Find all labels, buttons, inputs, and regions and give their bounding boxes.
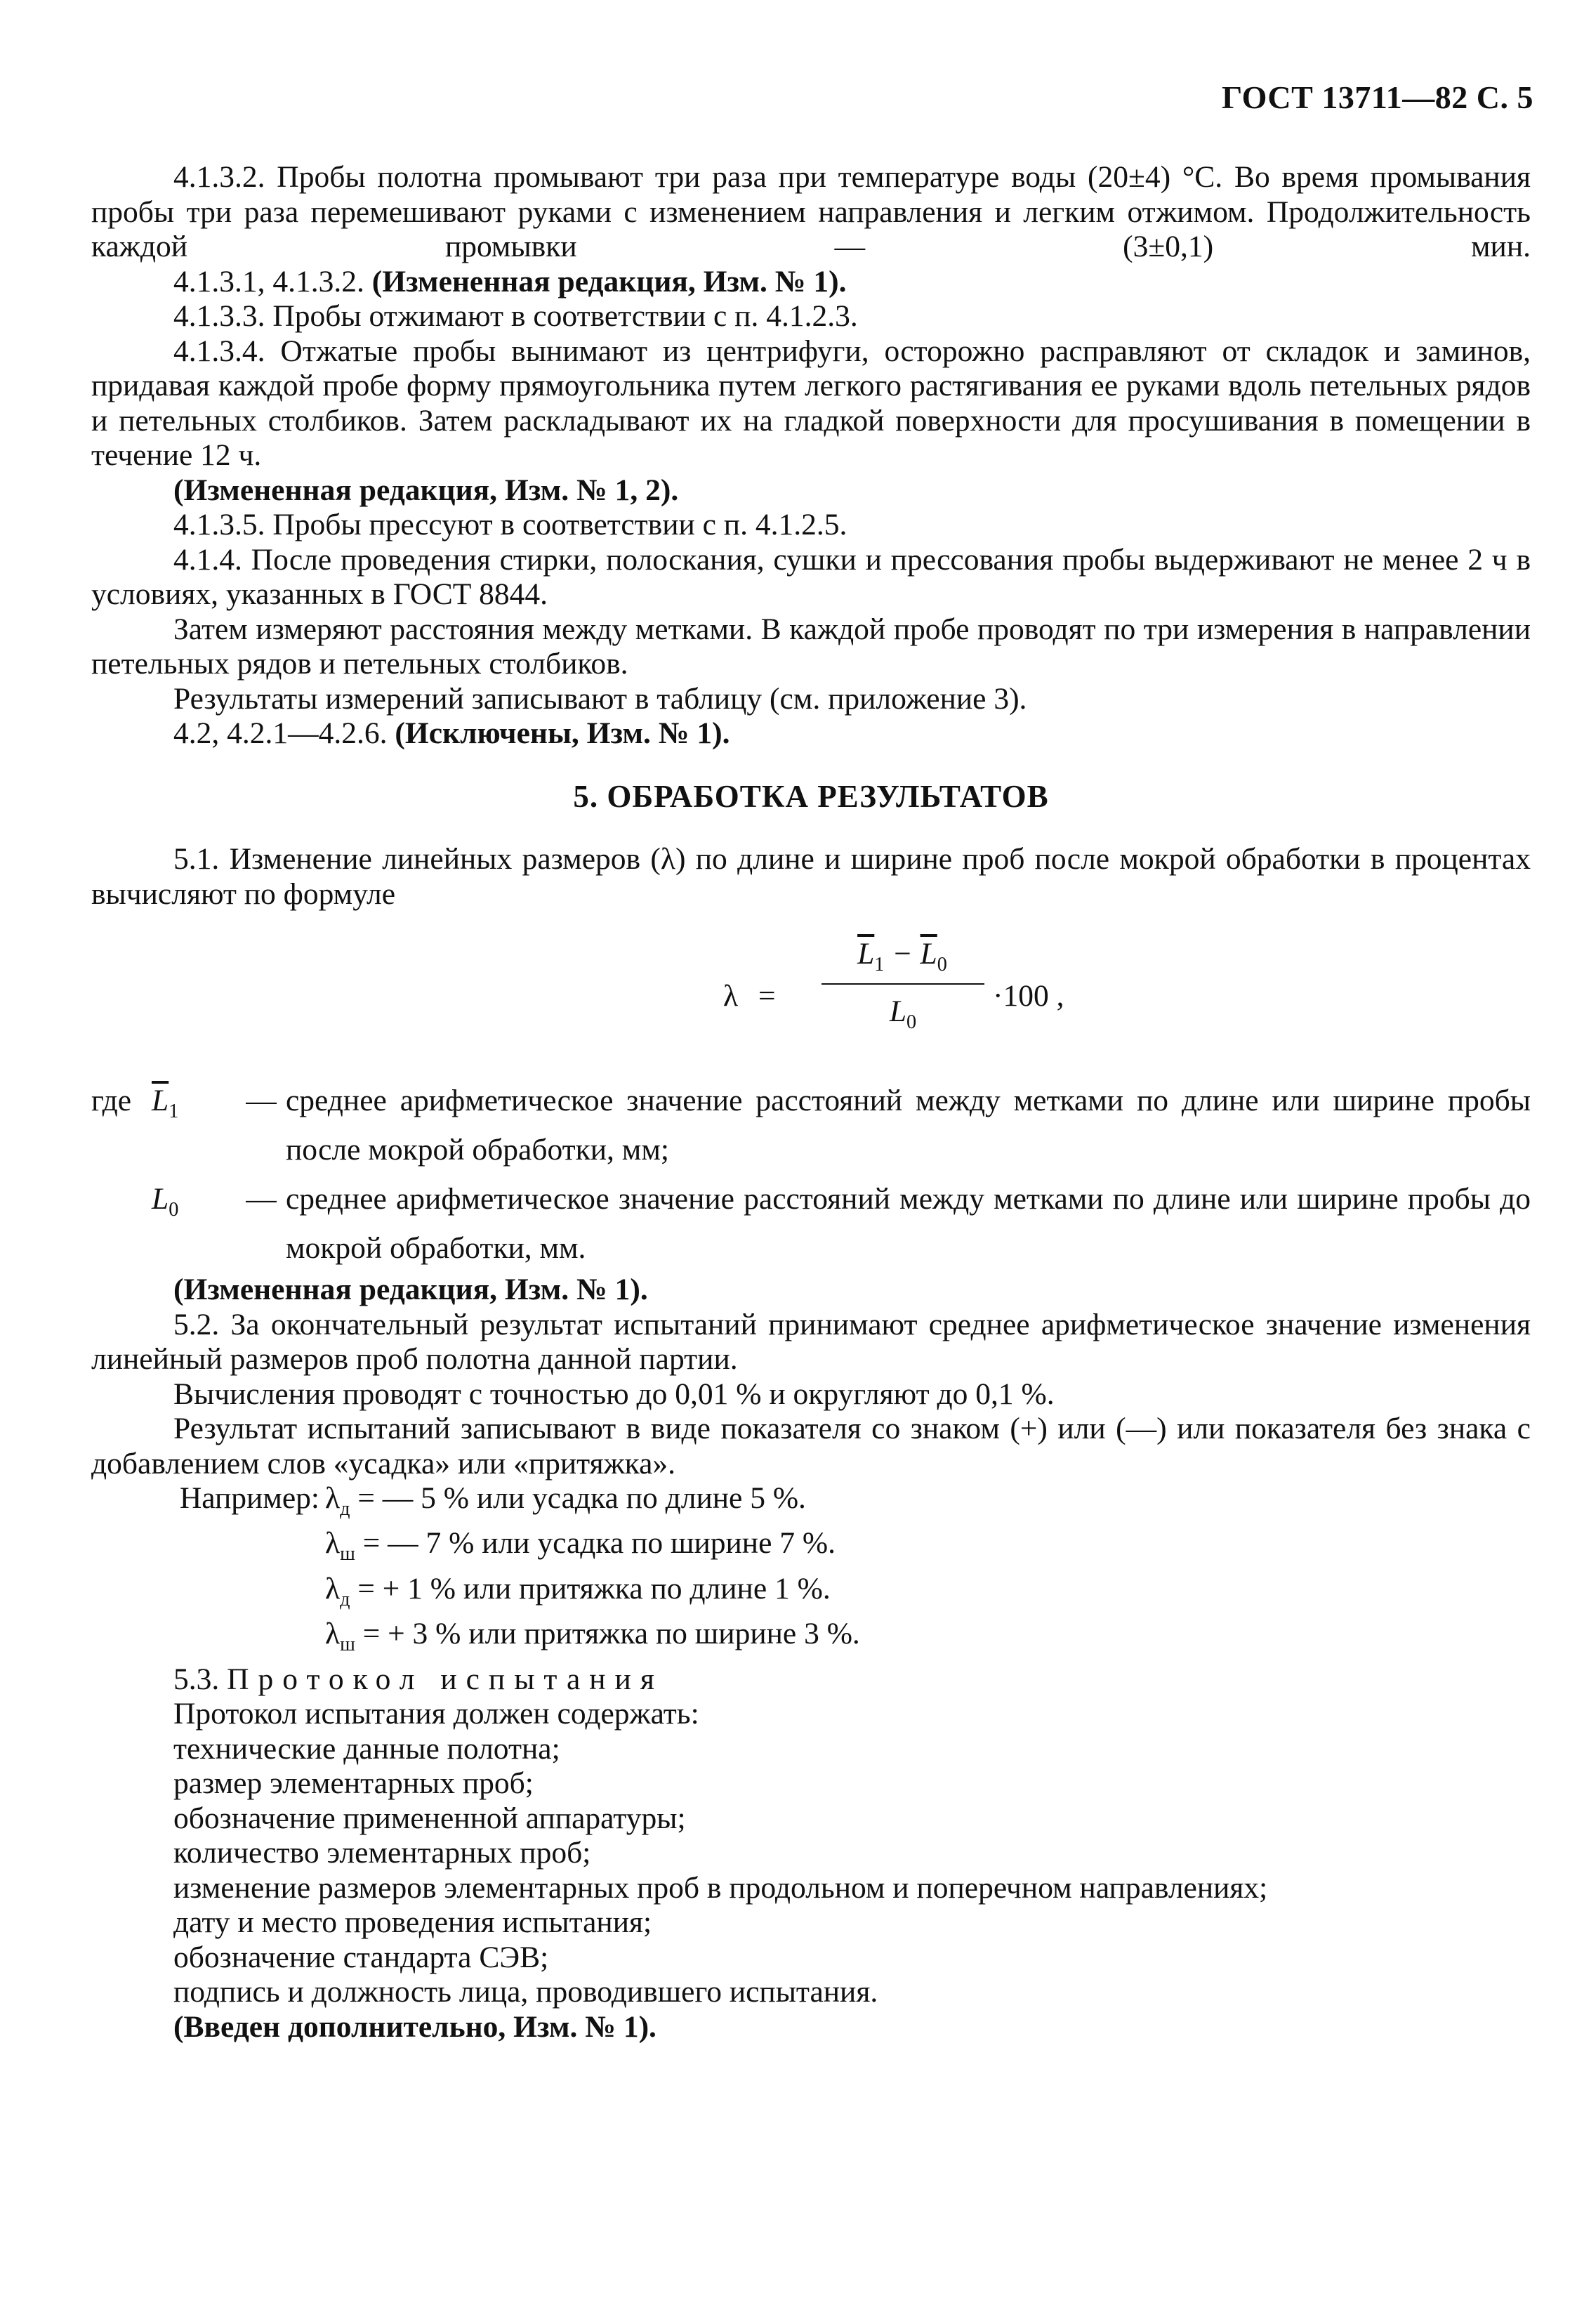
paragraph: 4.1.3.5. Пробы прессуют в соответствии с п. 4.1.2.5. [173,508,847,541]
paragraph: Затем измеряют расстояния между метками. В каждой пробе проводят по три измерения в направлении петельных рядов и петельных столбиков. [91,612,1531,681]
amendment-note: (Измененная редакция, Изм. № 1, 2). [173,473,679,507]
paragraph: Вычисления проводят с точностью до 0,01 % и округляют до 0,1 %. [173,1377,1055,1411]
list-item: обозначение примененной аппаратуры; [173,1801,686,1835]
list-item: обозначение стандарта СЭВ; [173,1940,549,1974]
paragraph: 4.1.4. После проведения стирки, полоскания, сушки и прессования пробы выдерживают не менее 2 ч в условиях, указанных в ГОСТ 8844. [91,542,1531,611]
definition-l1: где $\overline{L}_1$ — среднее арифметическое значение расстояний между метками по длине или ширине пробы после мокрой обработки, мм; [91,1084,1531,1167]
example-line: $\lambda_ш$ = + 3 % или притяжка по ширине 3 %. [325,1617,860,1656]
formula-equals: = [758,979,776,1013]
paragraph: 4.1.3.2. Пробы полотна промывают три раза при температуре воды (20±4) °С. Во время промывания пробы три раза перемешивают руками с изменением направления и легким отжимом. Продолжительность каждой промывки — (3±0,1) мин. [91,160,1531,263]
definition-l0: $L_0$ — среднее арифметическое значение расстояний между метками по длине или ширине пробы до мокрой обработки, мм. [152,1182,1531,1265]
paragraph: Результаты измерений записывают в таблицу (см. приложение 3). [173,681,1027,716]
example-line: Например: $\lambda_д$ = — 5 % или усадка по длине 5 %. [179,1481,806,1520]
amendment-note: (Измененная редакция, Изм. № 1). [173,1273,648,1306]
paragraph: 4.2, 4.2.1—4.2.6. (Исключены, Изм. № 1). [173,716,730,750]
definitions [91,1076,1531,1273]
paragraph: Результат испытаний записывают в виде показателя со знаком (+) или (—) или показателя без знака с добавлением слов «усадка» или «притяжка». [91,1412,1531,1481]
page-header: ГОСТ 13711—82 С. 5 [1221,79,1533,115]
document-body [91,160,1531,2044]
paragraph-5-3-heading: 5.3. Протокол испытания [173,1662,664,1696]
paragraph: 4.1.3.1, 4.1.3.2. (Измененная редакция, Изм. № 1). [173,264,847,298]
section-title: 5. ОБРАБОТКА РЕЗУЛЬТАТОВ [573,778,1049,814]
list-item: подпись и должность лица, проводившего испытания. [173,1975,878,2009]
formula-multiplier: ·100 , [993,979,1064,1013]
formula-denominator: $L_0$ [889,994,917,1033]
list-item: количество элементарных проб; [173,1836,591,1870]
paragraph-5-2: 5.2. За окончательный результат испытаний принимают среднее арифметическое значение изменения линейный размеров проб полотна данной партии. [91,1307,1531,1376]
formula-lhs: λ [723,979,739,1013]
protocol-list [91,1732,1531,2010]
examples [91,1481,1531,1662]
paragraph: 4.1.3.3. Пробы отжимают в соответствии с п. 4.1.2.3. [173,299,858,333]
list-item: изменение размеров элементарных проб в продольном и поперечном направлениях; [173,1870,1268,1905]
formula [91,930,1531,1049]
formula-fraction-bar [822,983,984,985]
paragraph: 4.1.3.4. Отжатые пробы вынимают из центрифуги, осторожно расправляют от складок и заминов, придавая каждой пробе форму прямоугольника путем легкого растягивания ее руками вдоль петельных рядов и петельных столбиков. Затем раскладывают их на гладкой поверхности для просушивания в помещении в течение 12 ч. [91,334,1531,472]
amendment-note: (Введен дополнительно, Изм. № 1). [173,2009,656,2044]
example-line: $\lambda_д$ = + 1 % или притяжка по длине 1 %. [325,1571,831,1610]
paragraph-5-1: 5.1. Изменение линейных размеров (λ) по длине и ширине проб после мокрой обработки в процентах вычисляют по формуле [91,842,1531,911]
example-line: $\lambda_ш$ = — 7 % или усадка по ширине 7 %. [325,1526,836,1565]
list-item: дату и место проведения испытания; [173,1905,652,1940]
formula-numerator: $\overline{L}_1 - \overline{L}_0$ [857,937,947,976]
list-item: технические данные полотна; [173,1731,560,1766]
list-item: размер элементарных проб; [173,1766,534,1801]
protocol-intro: Протокол испытания должен содержать: [173,1697,699,1731]
